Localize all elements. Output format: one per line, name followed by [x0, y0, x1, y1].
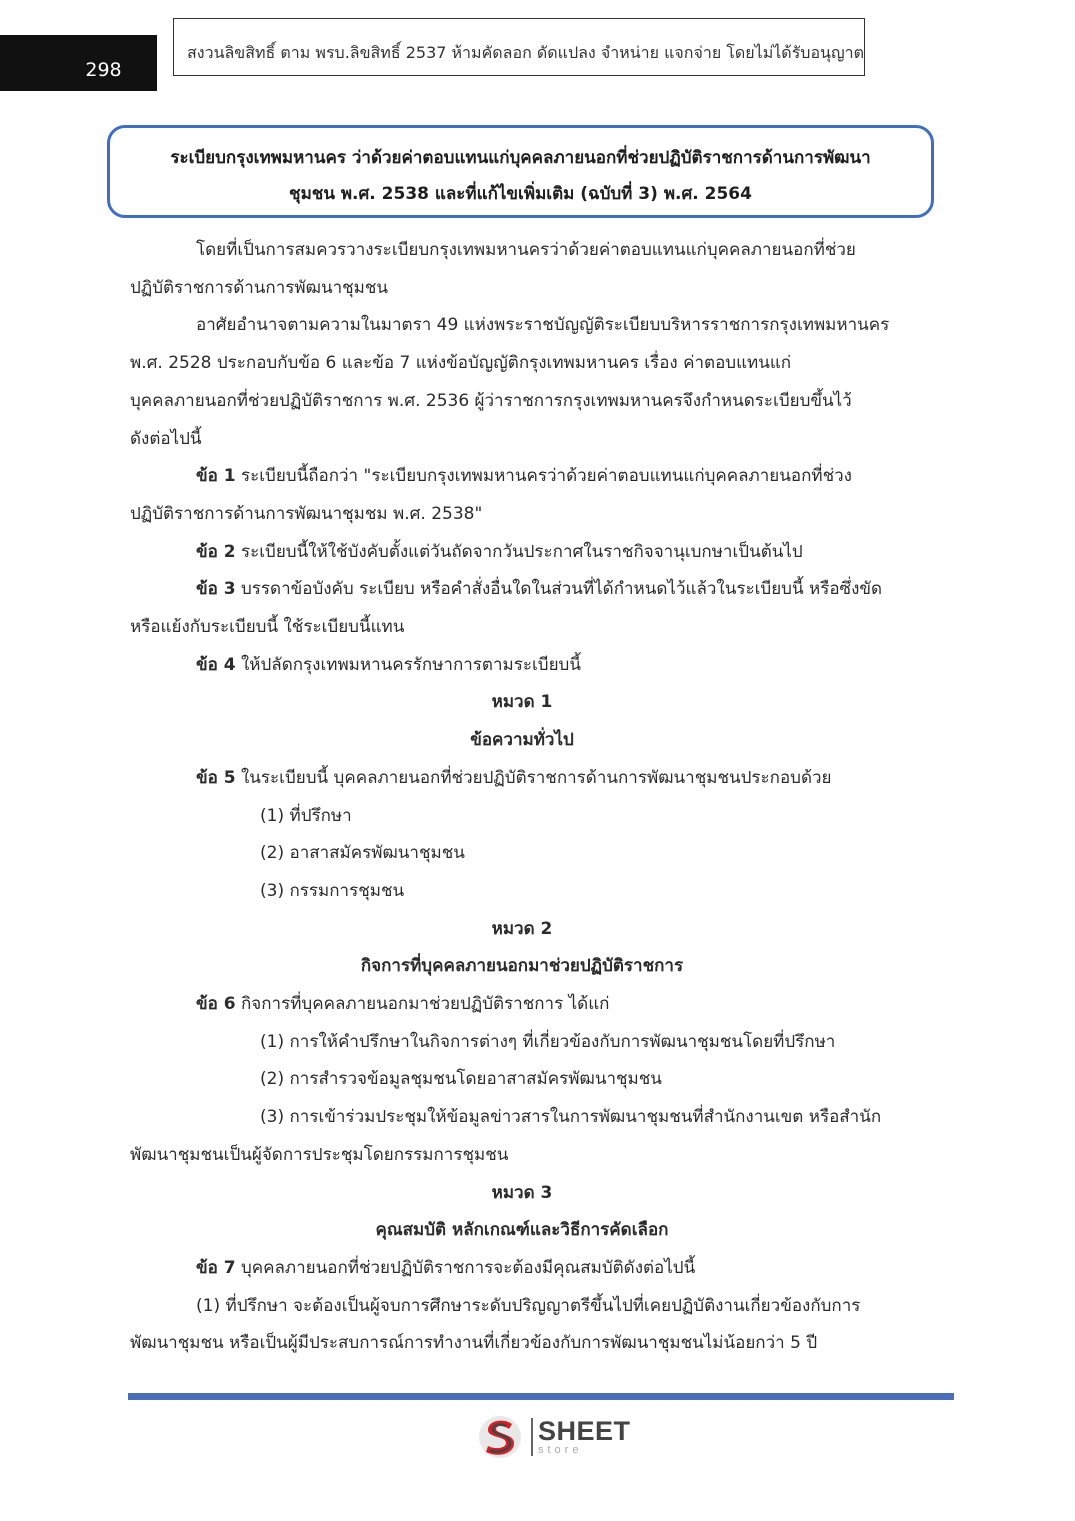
page-number-box — [0, 35, 157, 91]
clause-2 — [130, 534, 914, 572]
clause-1 — [130, 458, 914, 496]
clause-5-label: ข้อ 5 — [196, 767, 236, 788]
clause-5 — [130, 760, 914, 798]
clause-6-text: กิจการที่บุคคลภายนอกมาช่วยปฏิบัติราชการ ได้แก่ — [235, 994, 610, 1015]
clause-2-text: ระเบียบนี้ให้ใช้บังคับตั้งแต่วันถัดจากวันประกาศในราชกิจจานุเบกษาเป็นต้นไป — [235, 541, 803, 562]
chapter-2-label: หมวด 2 — [491, 918, 553, 939]
clause-4-text: ให้ปลัดกรุงเทพมหานครรักษาการตามระเบียบนี้ — [235, 654, 581, 675]
clause-7-item-1-line-2: พัฒนาชุมชน หรือเป็นผู้มีประสบการณ์การทำงานที่เกี่ยวข้องกับการพัฒนาชุมชนไม่น้อยกว่า 5 ปี — [130, 1333, 818, 1354]
clause-3-line-2: หรือแย้งกับระเบียบนี้ ใช้ระเบียบนี้แทน — [130, 617, 405, 638]
chapter-3-title: คุณสมบัติ หลักเกณฑ์และวิธีการคัดเลือก — [375, 1220, 669, 1241]
clause-6-item-3-line-2: พัฒนาชุมชนเป็นผู้จัดการประชุมโดยกรรมการชุมชน — [130, 1144, 509, 1165]
sheet-store-logo-icon — [476, 1414, 526, 1460]
logo-subtext: store — [538, 1444, 583, 1456]
clause-4-label: ข้อ 4 — [196, 654, 236, 675]
clause-3 — [130, 571, 914, 609]
clause-4 — [130, 647, 914, 685]
clause-6-label: ข้อ 6 — [196, 994, 236, 1015]
preamble-2-line-3: บุคคลภายนอกที่ช่วยปฏิบัติราชการ พ.ศ. 2536 ผู้ว่าราชการกรุงเทพมหานครจึงกำหนดระเบียบขึ้นไว้ — [130, 390, 852, 411]
preamble-1-line-1: โดยที่เป็นการสมควรวางระเบียบกรุงเทพมหานครว่าด้วยค่าตอบแทนแก่บุคคลภายนอกที่ช่วย — [196, 240, 856, 260]
clause-6-item-1: (1) การให้คำปรึกษาในกิจการต่างๆ ที่เกี่ยวข้องกับการพัฒนาชุมชนโดยที่ปรึกษา — [260, 1031, 836, 1052]
clause-5-item-1: (1) ที่ปรึกษา — [260, 805, 352, 826]
document-body — [130, 232, 914, 1363]
clause-7-item-1: (1) ที่ปรึกษา จะต้องเป็นผู้จบการศึกษาระดับปริญญาตรีขึ้นไปที่เคยปฏิบัติงานเกี่ยวข้องกับการ — [196, 1295, 861, 1316]
clause-5-text: ในระเบียบนี้ บุคคลภายนอกที่ช่วยปฏิบัติราชการด้านการพัฒนาชุมชนประกอบด้วย — [235, 767, 832, 788]
footer-divider — [128, 1393, 954, 1400]
preamble-2-line-2: พ.ศ. 2528 ประกอบกับข้อ 6 และข้อ 7 แห่งข้อบัญญัติกรุงเทพมหานคร เรื่อง ค่าตอบแทนแก่ — [130, 353, 792, 374]
clause-7-label: ข้อ 7 — [196, 1257, 236, 1278]
clause-1-label: ข้อ 1 — [196, 466, 236, 487]
document-title-line-1: ระเบียบกรุงเทพมหานคร ว่าด้วยค่าตอบแทนแก่บุคคลภายนอกที่ช่วยปฏิบัติราชการด้านการพัฒนา — [170, 148, 871, 168]
document-title-line-2: ชุมชน พ.ศ. 2538 และที่แก้ไขเพิ่มเติม (ฉบับที่ 3) พ.ศ. 2564 — [289, 184, 752, 204]
clause-2-label: ข้อ 2 — [196, 541, 236, 562]
clause-6-item-3: (3) การเข้าร่วมประชุมให้ข้อมูลข่าวสารในการพัฒนาชุมชนที่สำนักงานเขต หรือสำนัก — [260, 1107, 882, 1128]
logo-text: SHEET — [538, 1416, 631, 1446]
clause-7 — [130, 1250, 914, 1288]
chapter-3-label: หมวด 3 — [491, 1182, 553, 1203]
clause-1-text: ระเบียบนี้ถือกว่า "ระเบียบกรุงเทพมหานครว่าด้วยค่าตอบแทนแก่บุคคลภายนอกที่ช่วง — [235, 466, 852, 487]
chapter-2-title: กิจการที่บุคคลภายนอกมาช่วยปฏิบัติราชการ — [360, 956, 684, 977]
clause-5-item-3: (3) กรรมการชุมชน — [260, 880, 405, 901]
copyright-notice: สงวนลิขสิทธิ์ ตาม พรบ.ลิขสิทธิ์ 2537 ห้ามคัดลอก ดัดแปลง จำหน่าย แจกจ่าย โดยไม่ได้รับอนุญาต — [187, 42, 864, 62]
clause-6 — [130, 986, 914, 1024]
document-title-box — [107, 125, 934, 218]
page-number: 298 — [85, 59, 122, 81]
preamble-2-line-1: อาศัยอำนาจตามความในมาตรา 49 แห่งพระราชบัญญัติระเบียบบริหารราชการกรุงเทพมหานคร — [196, 315, 890, 336]
clause-6-item-2: (2) การสำรวจข้อมูลชุมชนโดยอาสาสมัครพัฒนาชุมชน — [260, 1069, 662, 1090]
chapter-1-label: หมวด 1 — [491, 692, 553, 713]
copyright-notice-box — [173, 18, 865, 76]
preamble-1-line-2: ปฏิบัติราชการด้านการพัฒนาชุมชน — [130, 277, 389, 298]
clause-3-label: ข้อ 3 — [196, 579, 236, 600]
logo-divider — [531, 1418, 533, 1456]
clause-3-text: บรรดาข้อบังคับ ระเบียบ หรือคำสั่งอื่นใดในส่วนที่ได้กำหนดไว้แล้วในระเบียบนี้ หรือซึ่งขัด — [235, 579, 883, 600]
clause-5-item-2: (2) อาสาสมัครพัฒนาชุมชน — [260, 843, 465, 864]
chapter-1-title: ข้อความทั่วไป — [470, 730, 574, 751]
clause-7-text: บุคคลภายนอกที่ช่วยปฏิบัติราชการจะต้องมีคุณสมบัติดังต่อไปนี้ — [235, 1257, 696, 1278]
sheet-store-logo — [476, 1414, 636, 1460]
clause-1-line-2: ปฏิบัติราชการด้านการพัฒนาชุมชม พ.ศ. 2538" — [130, 503, 483, 524]
preamble-2-line-4: ดังต่อไปนี้ — [130, 428, 202, 449]
